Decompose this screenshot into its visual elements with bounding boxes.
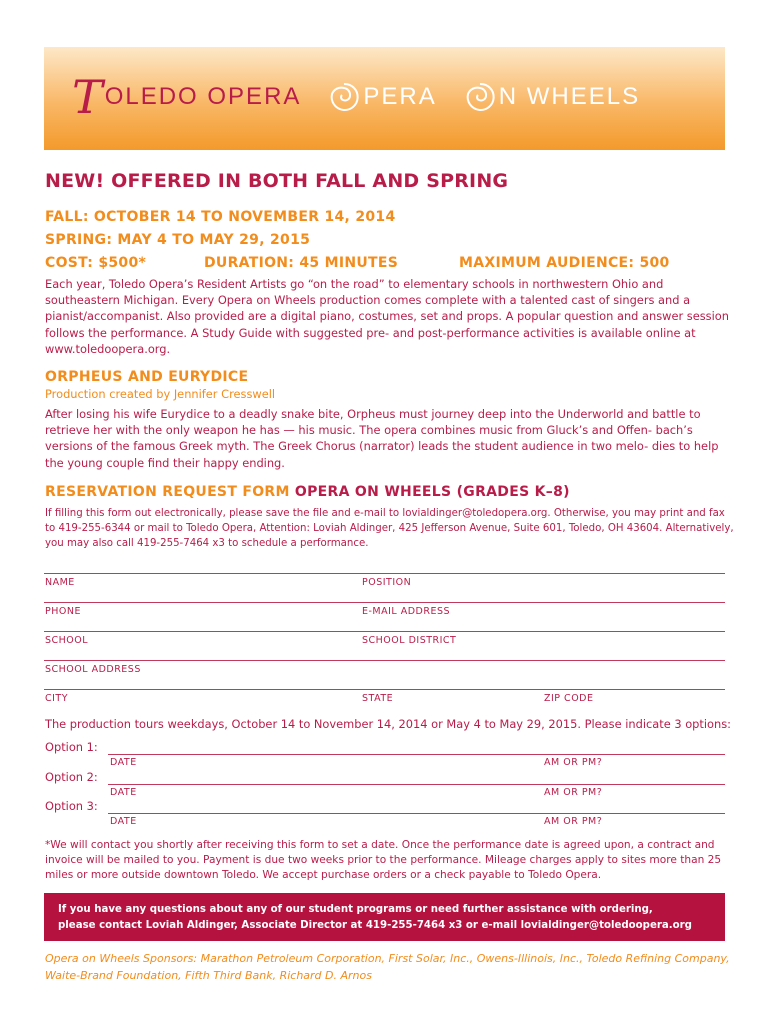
option-3-ampm-label: AM OR PM? bbox=[544, 816, 603, 827]
production-description: After losing his wife Eurydice to a deadly snake bite, Orpheus must journey deep into the Underworld and battle to retrieve her with the only weapon he has — his music. The opera combines music from Gluck’s and Offen- bach’s versions of the famous Greek myth. The Greek Chorus (narrator) leads the student audience in two melo- dies to help the young couple find their happy ending. bbox=[45, 407, 719, 470]
brand-initial: T bbox=[72, 70, 103, 124]
phone-label: PHONE bbox=[45, 606, 81, 617]
brand-name: OLEDO OPERA bbox=[104, 83, 302, 110]
intro-paragraph: Each year, Toledo Opera’s Resident Artists go “on the road” to elementary schools in northwestern Ohio and southeastern Michigan. Every Opera on Wheels production comes complete with a talented cast of singers and a pianist/accompanist. Also provided are a digital piano, costumes, set and props. A popular question and answer session follows the performance. A Study Guide with suggested pre- and post-performance activities is available online at www.toledoopera.org. bbox=[45, 277, 729, 356]
zip-label: ZIP CODE bbox=[544, 693, 594, 704]
callout-line-1: If you have any questions about any of our student programs or need further assistance with ordering, bbox=[58, 904, 653, 915]
spiral-o-icon bbox=[463, 80, 497, 114]
option-1-ampm-label: AM OR PM? bbox=[544, 757, 603, 768]
school-address-field[interactable] bbox=[44, 660, 725, 661]
city-label: CITY bbox=[45, 693, 69, 704]
option-1-date-label: DATE bbox=[110, 757, 137, 768]
headline: NEW! OFFERED IN BOTH FALL AND SPRING bbox=[45, 170, 509, 192]
city-field[interactable] bbox=[44, 689, 725, 690]
name-field[interactable] bbox=[44, 573, 725, 574]
option-2-label: Option 2: bbox=[45, 770, 98, 784]
production-title: ORPHEUS AND EURYDICE bbox=[45, 369, 249, 385]
option-3-label: Option 3: bbox=[45, 799, 98, 813]
form-title bbox=[45, 484, 570, 500]
duration: DURATION: 45 MINUTES bbox=[204, 255, 399, 271]
phone-field[interactable] bbox=[44, 602, 725, 603]
option-2-ampm-label: AM OR PM? bbox=[544, 787, 603, 798]
option-2-field[interactable] bbox=[108, 784, 725, 785]
form-instructions: If filling this form out electronically, please save the file and e-mail to lovialdinger@toledopera.org. Otherwise, you may print and fax to 419-255-6344 or mail to Toledo Opera, Attention: Loviah Aldinger, 425 Jefferson Avenue, Suite 601, Toledo, OH 43604. Alternatively, you may also call 419-255-7464 x3 to schedule a performance. bbox=[45, 508, 734, 549]
school-field[interactable] bbox=[44, 631, 725, 632]
option-3-date-label: DATE bbox=[110, 816, 137, 827]
production-credit: Production created by Jennifer Cresswell bbox=[45, 387, 276, 401]
option-2-date-label: DATE bbox=[110, 787, 137, 798]
callout-line-2: please contact Loviah Aldinger, Associate Director at 419-255-7464 x3 or e-mail lovialdinger@toledoopera.org bbox=[58, 920, 692, 931]
cost: COST: $500* bbox=[45, 255, 147, 271]
position-label: POSITION bbox=[362, 577, 412, 588]
tour-note: The production tours weekdays, October 14 to November 14, 2014 or May 4 to May 29, 2015. Please indicate 3 options: bbox=[45, 717, 731, 731]
option-1-field[interactable] bbox=[108, 754, 725, 755]
school-district-label: SCHOOL DISTRICT bbox=[362, 635, 457, 646]
footnote: *We will contact you shortly after receiving this form to set a date. Once the performance date is agreed upon, a contract and invoice will be mailed to you. Payment is due two weeks prior to the performance. Mileage charges apply to sites more than 25 miles or more outside downtown Toledo. We accept purchase orders or a check payable to Toledo Opera. bbox=[45, 839, 722, 881]
form-title-orange: RESERVATION REQUEST FORM bbox=[45, 484, 290, 500]
email-label: E-MAIL ADDRESS bbox=[362, 606, 451, 617]
sub-brand-opera: PERA bbox=[363, 83, 437, 110]
school-label: SCHOOL bbox=[45, 635, 89, 646]
sub-brand-wheels: N WHEELS bbox=[498, 83, 641, 110]
spring-dates: SPRING: MAY 4 TO MAY 29, 2015 bbox=[45, 232, 311, 248]
school-address-label: SCHOOL ADDRESS bbox=[45, 664, 141, 675]
spiral-o-icon bbox=[327, 80, 361, 114]
state-label: STATE bbox=[362, 693, 394, 704]
max-audience: MAXIMUM AUDIENCE: 500 bbox=[459, 255, 670, 271]
fall-dates: FALL: OCTOBER 14 TO NOVEMBER 14, 2014 bbox=[45, 209, 396, 225]
logo-row bbox=[72, 62, 640, 132]
sponsors: Opera on Wheels Sponsors: Marathon Petroleum Corporation, First Solar, Inc., Owens-Illinois, Inc., Toledo Refining Company, Waite-Brand Foundation, Fifth Third Bank, Richard D. Arnos bbox=[45, 952, 730, 982]
option-1-label: Option 1: bbox=[45, 740, 98, 754]
contact-callout bbox=[44, 893, 725, 941]
option-3-field[interactable] bbox=[108, 813, 725, 814]
name-label: NAME bbox=[45, 577, 75, 588]
form-title-red: OPERA ON WHEELS (GRADES K–8) bbox=[294, 484, 570, 500]
